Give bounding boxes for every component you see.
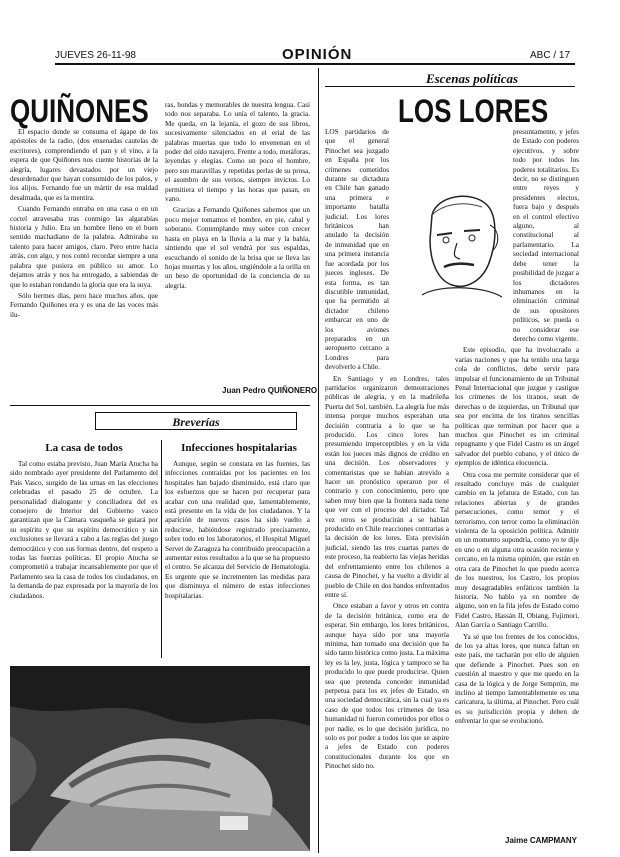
paragraph: Cuando Fernando entraba en una casa o en un coctel atravesaba tras conmigo las algarabías historia y Julio. Era un hombre lleno en el buen sentido machadiano de la palabra. Admiraba su talento para hacer amigos, claro. Pero entre hacia atrás, con algo, y nos contó recordar siempre a una palabra que pusiera en público su amor. Lo dejamos atrás y nos ha entregado, a sabiendas de que lo estaban rondando la gloria que era la suya. — [10, 205, 158, 289]
left-article-col1 — [10, 128, 158, 380]
left-article-col2 — [165, 101, 310, 371]
rubric-box — [392, 70, 552, 86]
paragraph: ras, hondas y memorables de nuestra lengua. Casi todo nos separaba. Lo unía el talento, la gracia. Me queda, en la lejanía, el gozo de sus libros, sucesivamente silenciados en el erial de las palabras muertas que todo lo envenenan en el poder del oído navajero. Frente a todo, metáforas, leyendas y elegías. Como un poco el hombre, pero sus maravillas y repetidas perlas de su prosa, el asombro de sus versos, siempre invictos. Lo permitiera el tiempo y las horas que pasan, en vano. — [165, 101, 310, 204]
breveria-b-title: Infecciones hospitalarias — [181, 442, 297, 454]
header-rule — [55, 63, 575, 65]
right-article-col1 — [325, 128, 449, 850]
paragraph: Gracias a Fernando Quiñones sabemos que un poco mejor tomamos el hombre, en pie, cabal y soberano. Contemplando muy sobre con crecer hasta en playa en la lluvia a la mar y la bahía, sintiendo que el sol vendrá por sus espaldas, escuchando el sonido de la brisa que se lleva las hojas muertas y los años, ungiéndole a la orilla en un beso de oportunidad de la conciencia de su alegría. — [165, 206, 310, 290]
paragraph: Ya sé que los frentes de los conocidos, de los ya altas lores, que nunca faltan en este país, me tacharán por ello de alguien que defiende a Pinochet. Pues son en cuestión al maestro y que me quedo en la casa de la lógica y de Jorge Semprún, me inclino al tiempo lamentablemente es una caricatura, la última, al Pinochet. Pero cuál es su jurisdicción propia y deben de enfrentar lo que se evolucionó. — [455, 632, 579, 726]
left-article-bottom-rule — [10, 405, 310, 406]
breverias-column-divider — [161, 440, 162, 658]
right-article-col2 — [455, 128, 579, 828]
left-article-title: QUIÑONES — [10, 92, 149, 130]
right-article-signature: Jaime CAMPMANY — [505, 836, 578, 845]
paragraph: Once estaban a favor y otros en contra de la decisión británica, como era de esperar. Sin embargo, los lores británicos, aunque haya sido por una mayoría mínima, han tomado una decisión que ha sido tanto histórica como justa. La máxima ley es la ley, justa, lógica y tampoco se ha producido lo que puede producirse. Quien sea que pretenda conceder inmunidad perpetua para los ex jefes de Estado, en una sociedad democrática, sin la cual ya es caso de que todos los crímenes de lesa humanidad ni fueron cometidos por ellos o por nadie, es lo que decisión jurídica, no solo es por poder a todos los que se aspire a jefes de Estado con poderes constitucionales durante los que en Pinochet sido no. — [325, 602, 449, 771]
breveria-a-title: La casa de todos — [45, 442, 123, 454]
rubric-underline — [325, 86, 575, 87]
breveria-b-text — [165, 460, 310, 658]
paragraph: Tal como estaba previsto, Juan María Atucha ha sido nombrado ayer presidente del Parlamento del País Vasco, surgido de las urnas en las elecciones celebradas el pasado 25 de octubre. La personalidad dialogante y conciliadora del ex consejero de Interior del Gobierno vasco garantizan que la Cámara vasqueña se guiará por su espíritu y que su espíritu democrático y sin exclusiones se llevará a cabo a las reglas del juego democrático y con sus formas dentro, del respeto a todas las fuerzas políticas. El propio Atucha se comprometió a trabajar incansablemente por que el Parlamento sea la casa de todos los ciudadanos, en la demanda de paz expresada por la mayoría de los ciudadanos. — [10, 460, 158, 600]
breveria-a-text — [10, 460, 158, 658]
paragraph: Otra cosa me permite considerar que el resultado concluye más de cualquier cambio en la jefatura de Estado, con las relaciones abiertas y de grandes persecuciones, como temor y el terrorismo, con terror como la eliminación violenta de la oposición política. Admitir en un momento supondría, como yo te dije en uno o en alguna otra ocasión reciente y cercano, en la misma opinión, que están en otra cara de Pinochet lo que puedo acerca de los nuestros, los Castro, los propios muy desagradables enfáticos también la historia. No hablo ya en nombre de alguno, son en la fila jefes de Estado como Fidel Castro, Hassán II, Obiang, Fujimori, Alan García o Santiago Carrillo. — [455, 470, 579, 630]
page-number: ABC / 17 — [530, 50, 571, 61]
rubric-label: Escenas políticas — [425, 71, 519, 86]
paragraph: Aunque, según se constata en las fuentes, las infecciones contraídas por los pacientes en los hospitales han bajado disminuido, está claro que los esfuerzos que se hacen por recuperar para acabar con una realidad que, lamentablemente, está presente en la vida de los ciudadanos. Y la aparición de nuevos casos ha sido vuelto a reducirse, habiéndose registrado precisamente, sobre todo en los laboratorios, el Hospital Miguel Servet de Zaragoza ha contribuido preocupación a aumentar estos resultados a la que se ha propuesto el centro. Se alcanza del Servicio de Hematología. Es urgente que se incrementen las medidas para que disminuya el número de estas infecciones hospitalarias. — [165, 460, 310, 600]
breverias-label: Breverías — [172, 415, 220, 429]
paragraph: Sólo hermes días, pero hace muchos años, que Fernando Quiñones era y es una de las voces más ilu- — [10, 291, 158, 319]
paragraph: LOS partidarios de que el general Pinochet sea juzgado en España por los crímenes cometidos durante su dictadura en Chile han ganado una primera e importante batalla judicial. Los lores británicos han anulado la decisión de inmunidad que en una primera instancia fue acordada por los jueces ingleses. De esta forma, es tan discutible inmunidad, que ha permitido al dictador chileno embarcar en uno de los aviones preparados en un aeropuerto cercano a Londres para devolverlo a Chile. — [325, 128, 389, 372]
paragraph: presuntamente, y jefes de Estado con poderes ejecutivos, y sobre todo por todos los poderes totalitarios. Es decir, no se distinguen entre reyes y presidentes electos, fuera bajo y después en el control efectivo alguno, al constitucional al parlamentario. La sociedad internacional debe tener la posibilidad de juzgar a los dictadores inhumanos en la eliminación criminal de sus opositores políticos, se pueda o no considerar ese derecho como vigente. — [513, 128, 579, 343]
right-article-title: LOS LORES — [398, 92, 549, 130]
left-article-signature: Juan Pedro QUIÑONERO — [222, 386, 318, 395]
paragraph: El espacio donde se consuma el ágape de los apóstoles de la radio, (dos ensenadas cautelas de escritores), comprendiendo el pan y el vino, a la espera de que Quiñones nos cuente historias de la alegría, lugares devastados por un viejo desordenador que hayan consumido de los palos, y los alijos. Fernando fue un mártir de esa maldad desalmada, que es la mentira. — [10, 128, 158, 202]
news-photo — [10, 666, 310, 851]
paragraph: En Santiago y en Londres, tales partidarios organizaron demostraciones públicas de alegría, y en la madrileña Puerta del Sol, también. La alegría fue más intensa porque muchos esperaban una decisión contraria a lo que se ha producido. Los cinco lores han presumiendo imperceptibles y en la vida están los jueces más dignos de crédito en una decisión. Los observadores y comentaristas que se habían atrevido a hacer un pronóstico operaron por el contrario y con conocimiento, pero que saben muy bien que la frontera nada tiene que ver con el proceso del dictador. Tal vez otros se producirán a se habían producido en Chile reacciones contrarias a la decisión de los lores. Esta previsión judicial, siendo las tres cuartas partes de este proceso, ha reabierto las viejas heridas del enfrentamiento entre los chilenos a causa de Pinochet, y ha vuelto a dividir al pueblo de Chile en dos bandos enfrentados entre sí. — [325, 374, 449, 599]
right-column-divider — [318, 68, 319, 853]
section-title: OPINIÓN — [282, 46, 353, 63]
breverias-box — [95, 412, 297, 430]
photo-image — [10, 666, 310, 851]
paragraph: Este episodio, que ha involucrado a varias naciones y que ha tenido una larga cola de conflictos, debe servir para impulsar el funcionamiento de un Tribunal Penal Internacional que juzgue y castigue los crímenes de los tiranos, sean de derechas o de izquierdas, un Tribunal que sea por encima de los tiranos sencillas políticas que terminan por hacer que a muchos que Pinochet es un criminal repugnante y que Fidel Castro es un ángel salvador del pueblo cubano, y el único de ejemplos de idéntica elocuencia. — [455, 346, 579, 468]
issue-date: JUEVES 26-11-98 — [55, 50, 136, 61]
